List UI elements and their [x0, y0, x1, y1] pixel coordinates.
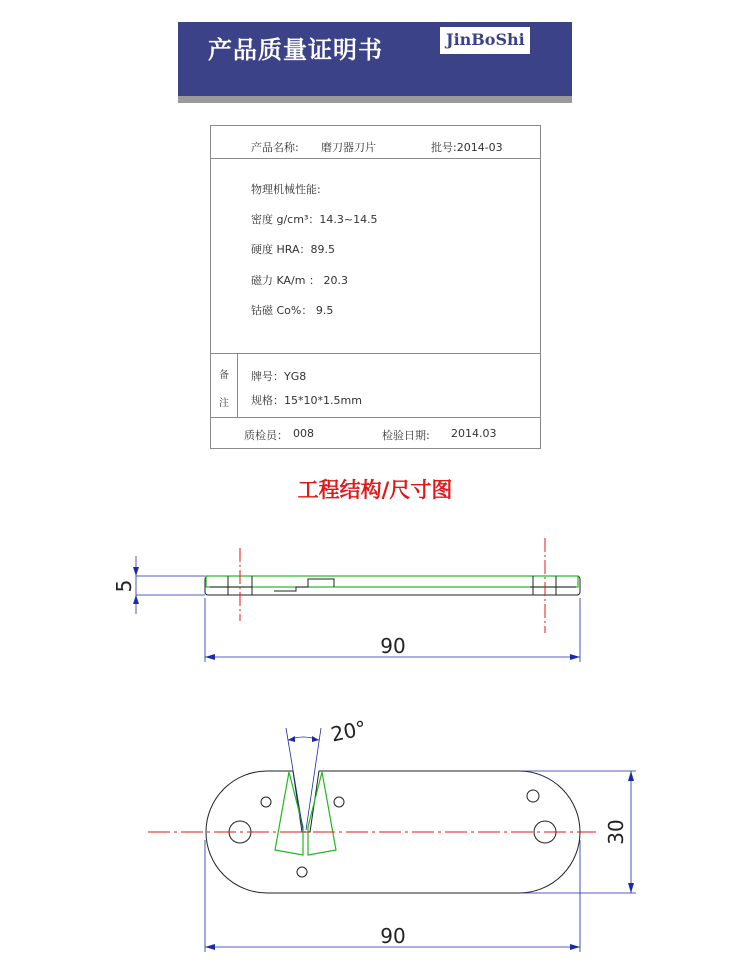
- angle-line: [306, 728, 321, 830]
- spec: 规格：15*10*1.5mm: [251, 394, 362, 407]
- right-blade: [308, 772, 336, 855]
- drawing-title: 工程结构/尺寸图: [297, 478, 453, 502]
- remark-char: 注: [219, 398, 229, 409]
- angle-label: 20°: [328, 715, 369, 747]
- slot-profile: [274, 579, 334, 591]
- side-body-outline: [205, 576, 580, 595]
- arrowhead: [628, 771, 634, 781]
- arrowhead: [570, 654, 580, 660]
- side-blade-outline: [206, 576, 578, 587]
- arrowhead: [570, 944, 580, 950]
- product-name-label: 产品名称:: [251, 141, 299, 154]
- arrowhead: [133, 595, 139, 604]
- batch-number: 批号:2014-03: [431, 141, 503, 154]
- remark-char: 备: [219, 370, 229, 381]
- arrowhead: [205, 944, 215, 950]
- banner-title: 产品质量证明书: [208, 36, 383, 64]
- property-magnetic: 磁力 KA/m ： 20.3: [251, 274, 348, 287]
- arrowhead: [628, 883, 634, 893]
- top-width-label: 30: [604, 819, 628, 845]
- brand-logo: JinBoShi: [446, 30, 525, 49]
- properties-title: 物理机械性能:: [251, 183, 321, 196]
- screw-hole: [297, 867, 307, 877]
- product-name: 磨刀器刀片: [321, 141, 376, 154]
- arrowhead: [288, 736, 295, 742]
- arrowhead: [205, 654, 215, 660]
- top-length-label: 90: [380, 924, 406, 948]
- inspector-id: 008: [293, 427, 314, 440]
- side-height-label: 5: [112, 579, 136, 593]
- side-length-label: 90: [380, 634, 406, 658]
- property-cobalt: 钴磁 Co%： 9.5: [251, 304, 334, 317]
- inspection-date-label: 检验日期:: [382, 429, 430, 442]
- property-hardness: 硬度 HRA：89.5: [251, 243, 335, 256]
- property-density: 密度 g/cm³：14.3~14.5: [251, 213, 378, 226]
- arrowhead: [312, 736, 319, 742]
- top-view: [148, 728, 636, 952]
- screw-hole: [334, 797, 344, 807]
- arrowhead: [133, 567, 139, 576]
- screw-hole: [261, 797, 271, 807]
- inspection-date: 2014.03: [451, 427, 497, 440]
- grade: 牌号：YG8: [251, 370, 307, 383]
- screw-hole: [527, 790, 539, 802]
- inspector-label: 质检员：: [244, 429, 288, 442]
- angle-line: [286, 728, 303, 830]
- side-view: [133, 538, 580, 662]
